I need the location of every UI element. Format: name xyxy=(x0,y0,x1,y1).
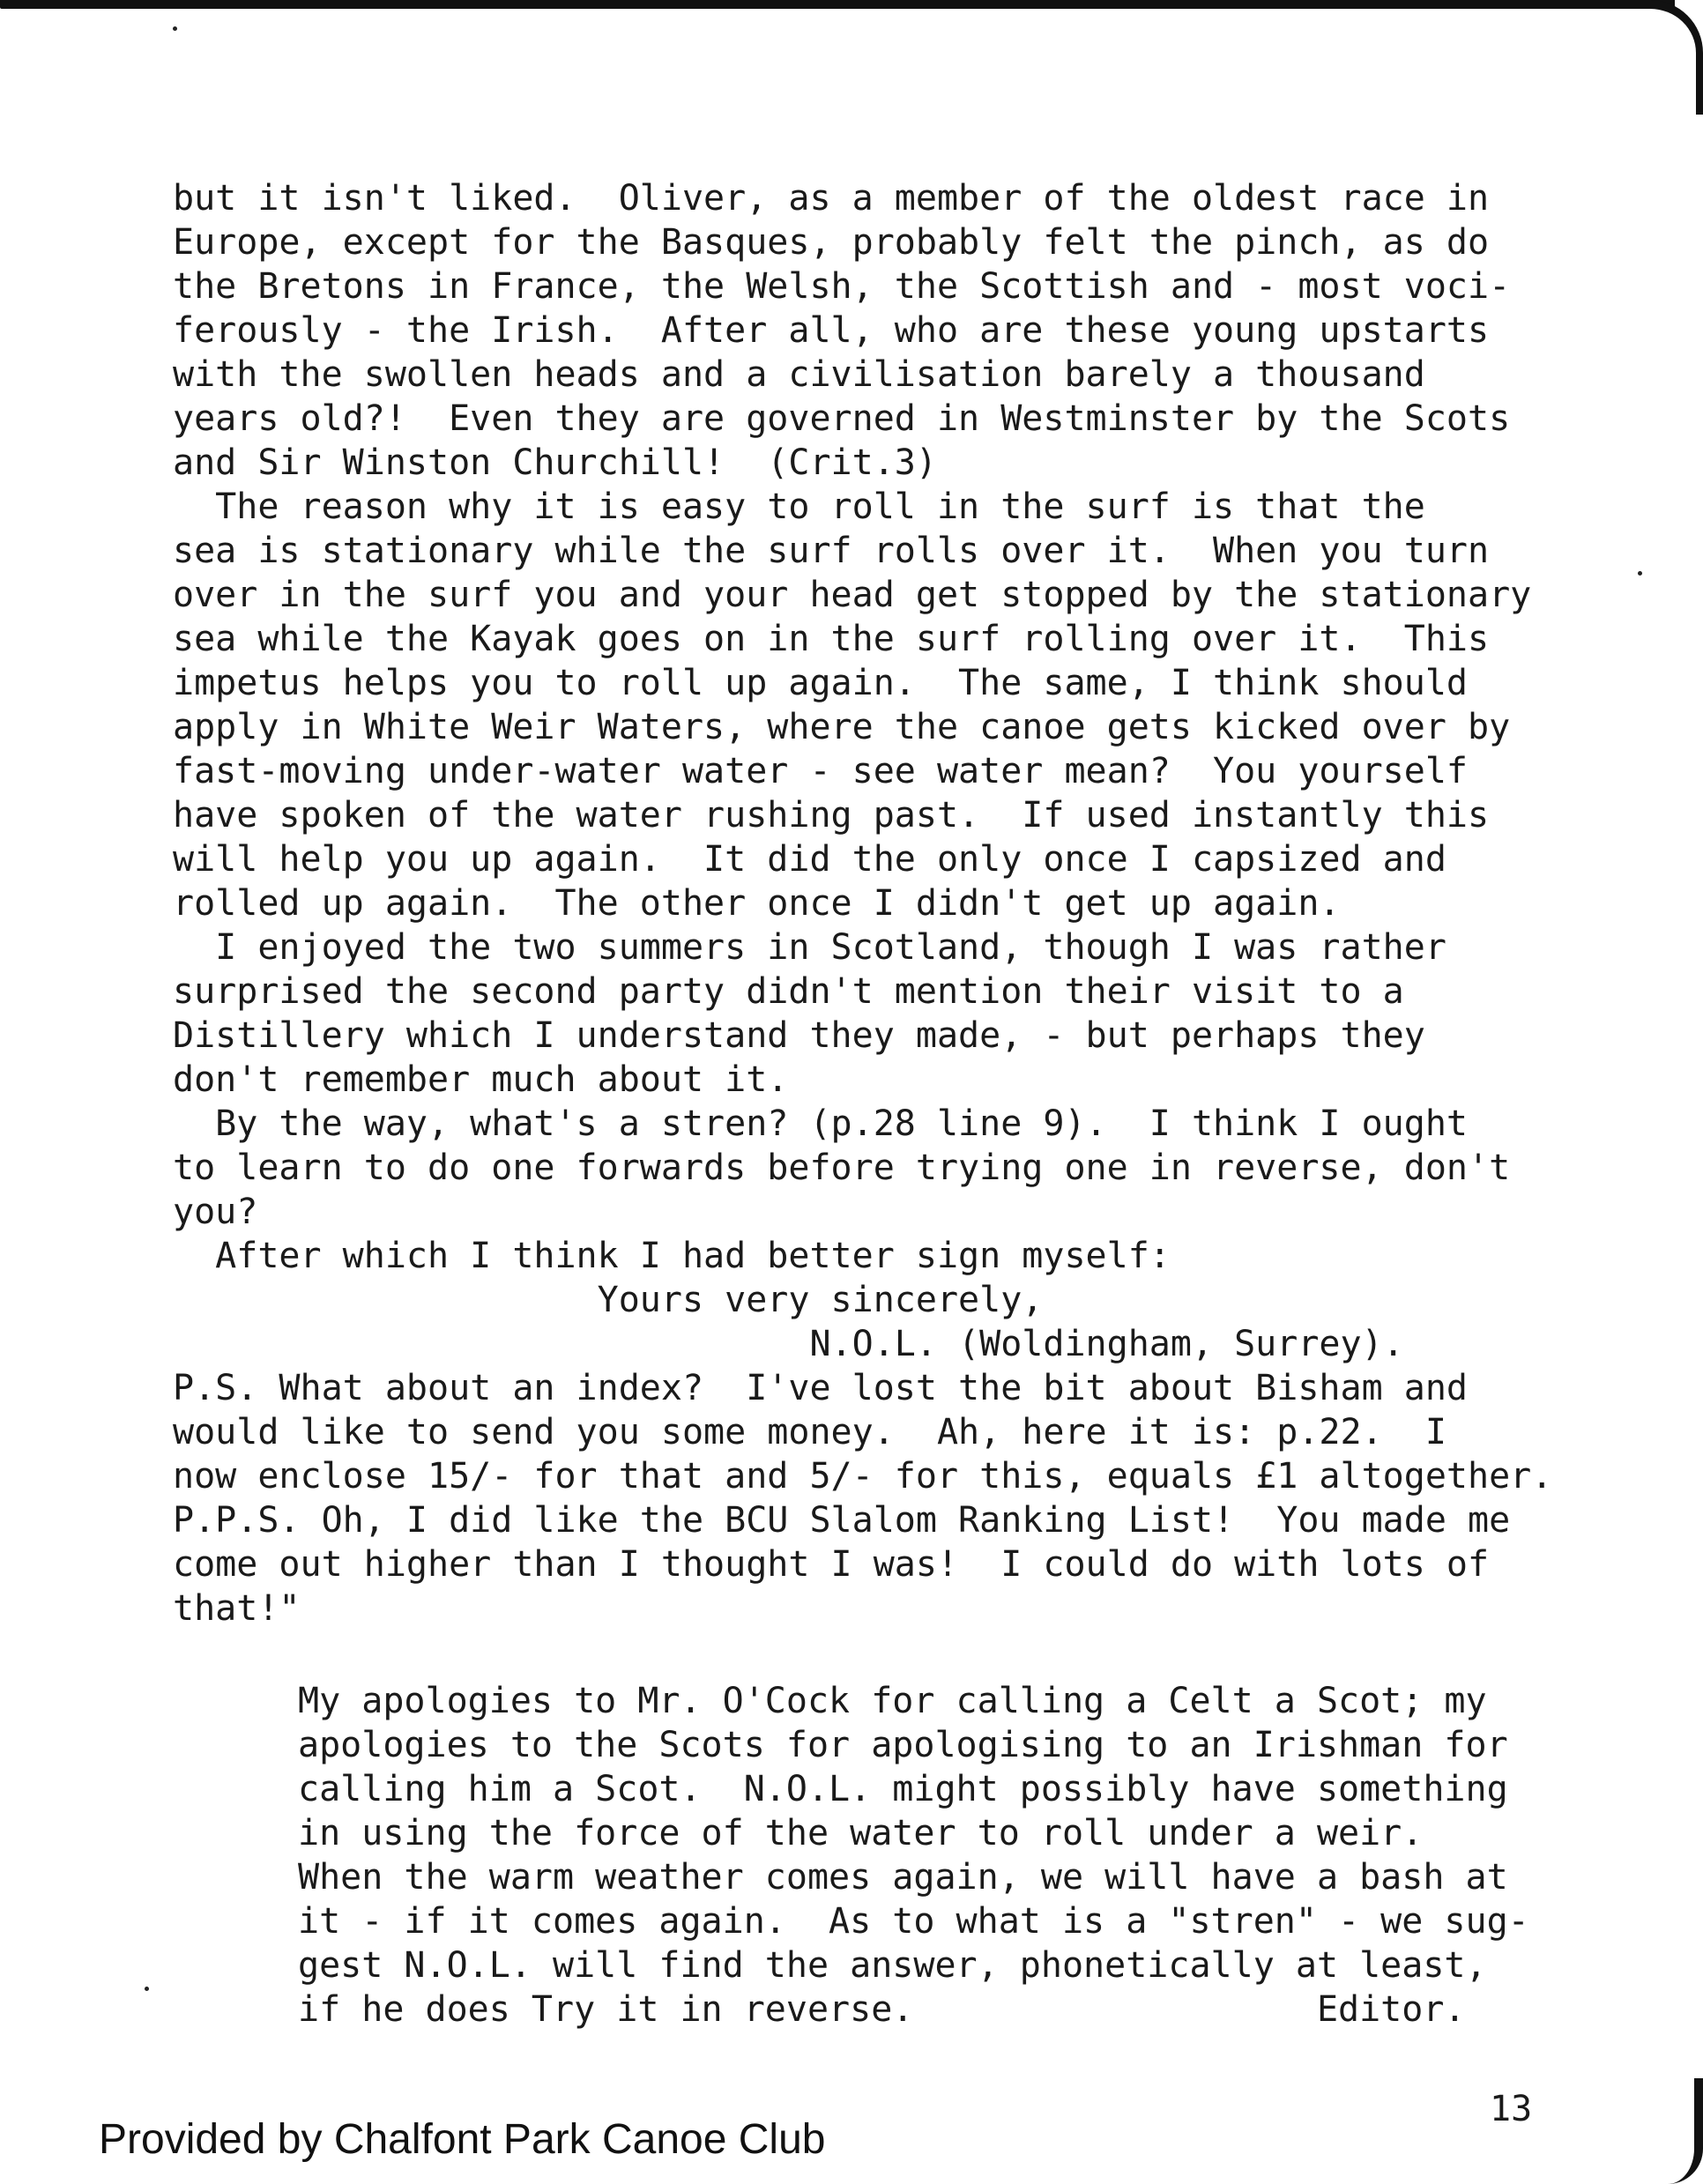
editor-line: calling him a Scot. N.O.L. might possibly have something xyxy=(298,1769,1508,1809)
editor-line: gest N.O.L. will find the answer, phonetically at least, xyxy=(298,1945,1487,1986)
page-number: 13 xyxy=(1490,2089,1533,2129)
editor-line: if he does Try it in reverse. Editor. xyxy=(298,1989,1466,2030)
letter-line: don't remember much about it. xyxy=(173,1059,789,1100)
letter-line: P.P.S. Oh, I did like the BCU Slalom Ranking List! You made me xyxy=(173,1500,1511,1541)
editor-line: When the warm weather comes again, we will have a bash at xyxy=(298,1857,1508,1898)
letter-line: surprised the second party didn't mention their visit to a xyxy=(173,971,1404,1012)
letter-line: By the way, what's a stren? (p.28 line 9). I think I ought xyxy=(173,1103,1469,1144)
letter-line: sea is stationary while the surf rolls over it. When you turn xyxy=(173,531,1490,571)
letter-line: and Sir Winston Churchill! (Crit.3) xyxy=(173,442,937,483)
provided-by-credit: Provided by Chalfont Park Canoe Club xyxy=(99,2116,826,2163)
editor-reply xyxy=(0,1679,1703,2032)
letter-line: ferously - the Irish. After all, who are these young upstarts xyxy=(173,310,1490,351)
letter-line: but it isn't liked. Oliver, as a member of the oldest race in xyxy=(173,178,1490,219)
editor-line: apologies to the Scots for apologising to an Irishman for xyxy=(298,1725,1508,1765)
page-top-edge xyxy=(0,0,1675,9)
letter-line: apply in White Weir Waters, where the canoe gets kicked over by xyxy=(173,707,1511,747)
letter-line: Distillery which I understand they made, - but perhaps they xyxy=(173,1015,1425,1056)
scan-speck xyxy=(173,26,177,31)
letter-line: Europe, except for the Basques, probably felt the pinch, as do xyxy=(173,222,1490,263)
letter-line: you? xyxy=(173,1192,258,1232)
letter-line: have spoken of the water rushing past. If used instantly this xyxy=(173,795,1490,836)
letter-line: will help you up again. It did the only once I capsized and xyxy=(173,839,1446,880)
letter-line: would like to send you some money. Ah, here it is: p.22. I xyxy=(173,1412,1446,1452)
letter-line: with the swollen heads and a civilisation barely a thousand xyxy=(173,354,1425,395)
letter-line: fast-moving under-water water - see water mean? You yourself xyxy=(173,751,1469,791)
letter-line: sea while the Kayak goes on in the surf rolling over it. This xyxy=(173,619,1490,659)
letter-line: P.S. What about an index? I've lost the bit about Bisham and xyxy=(173,1368,1469,1408)
editor-line: My apologies to Mr. O'Cock for calling a Celt a Scot; my xyxy=(298,1681,1487,1721)
letter-line: N.O.L. (Woldingham, Surrey). xyxy=(173,1324,1404,1364)
letter-line: that!" xyxy=(173,1588,301,1629)
letter-line: years old?! Even they are governed in Westminster by the Scots xyxy=(173,398,1511,439)
letter-line: the Bretons in France, the Welsh, the Scottish and - most voci- xyxy=(173,266,1511,307)
letter-line: Yours very sincerely, xyxy=(173,1280,1044,1320)
page-corner-bottom-right xyxy=(1668,2078,1703,2184)
letter-line: to learn to do one forwards before trying one in reverse, don't xyxy=(173,1148,1511,1188)
letter-line: come out higher than I thought I was! I could do with lots of xyxy=(173,1544,1490,1585)
letter-line: The reason why it is easy to roll in the surf is that the xyxy=(173,487,1425,527)
letter-line: now enclose 15/- for that and 5/- for this, equals £1 altogether. xyxy=(173,1456,1553,1497)
letter-line: I enjoyed the two summers in Scotland, though I was rather xyxy=(173,927,1446,968)
page-corner-top-right xyxy=(1650,0,1703,115)
letter-line: over in the surf you and your head get stopped by the stationary xyxy=(173,575,1532,615)
letter-line: rolled up again. The other once I didn't get up again. xyxy=(173,883,1341,924)
letter-body xyxy=(0,176,1703,1631)
editor-line: it - if it comes again. As to what is a "stren" - we sug- xyxy=(298,1901,1529,1942)
editor-line: in using the force of the water to roll under a weir. xyxy=(298,1813,1424,1853)
letter-line: impetus helps you to roll up again. The same, I think should xyxy=(173,663,1469,703)
letter-line: After which I think I had better sign myself: xyxy=(173,1236,1171,1276)
